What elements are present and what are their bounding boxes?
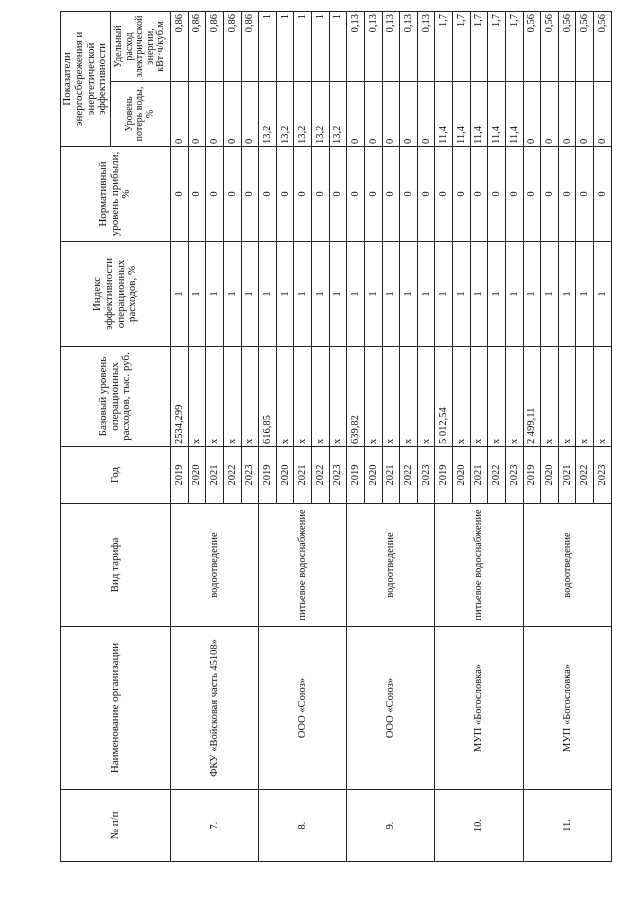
- energy-cell: 0,86: [206, 11, 224, 81]
- base-cell: 5 012,54: [435, 347, 453, 447]
- header-index: Индекс эффективности операционных расходов, %: [61, 242, 171, 347]
- profit-cell: 0: [470, 147, 488, 242]
- energy-cell: 0,56: [594, 11, 612, 81]
- loss-cell: 0: [523, 82, 541, 147]
- index-cell: 1: [347, 242, 365, 347]
- energy-cell: 1: [312, 11, 330, 81]
- year-cell: 2021: [206, 447, 224, 504]
- loss-cell: 0: [188, 82, 206, 147]
- index-cell: 1: [453, 242, 471, 347]
- index-cell: 1: [259, 242, 277, 347]
- year-cell: 2022: [400, 447, 418, 504]
- year-cell: 2019: [259, 447, 277, 504]
- base-cell: х: [576, 347, 594, 447]
- year-cell: 2019: [171, 447, 189, 504]
- index-cell: 1: [188, 242, 206, 347]
- base-cell: 2534,299: [171, 347, 189, 447]
- org-cell: МУП «Богословка»: [435, 627, 523, 790]
- base-cell: х: [417, 347, 435, 447]
- index-cell: 1: [470, 242, 488, 347]
- loss-cell: 13,2: [312, 82, 330, 147]
- year-cell: 2020: [541, 447, 559, 504]
- loss-cell: 0: [241, 82, 259, 147]
- header-base: Базовый уровень операционных расходов, тыс. руб.: [61, 347, 171, 447]
- profit-cell: 0: [171, 147, 189, 242]
- base-cell: 616,85: [259, 347, 277, 447]
- base-cell: х: [206, 347, 224, 447]
- energy-cell: 0,13: [364, 11, 382, 81]
- table-row: [523, 11, 541, 861]
- base-cell: х: [558, 347, 576, 447]
- profit-cell: 0: [329, 147, 347, 242]
- year-cell: 2023: [505, 447, 523, 504]
- energy-cell: 1: [294, 11, 312, 81]
- profit-cell: 0: [541, 147, 559, 242]
- org-cell: МУП «Богословка»: [523, 627, 612, 790]
- org-cell: ФКУ «Войсковая часть 45108»: [171, 627, 259, 790]
- index-cell: 1: [488, 242, 506, 347]
- base-cell: 2 499,11: [523, 347, 541, 447]
- base-cell: х: [594, 347, 612, 447]
- loss-cell: 11,4: [488, 82, 506, 147]
- loss-cell: 0: [347, 82, 365, 147]
- header-org: Наименование организации: [61, 627, 171, 790]
- base-cell: х: [276, 347, 294, 447]
- energy-cell: 0,86: [188, 11, 206, 81]
- rotated-page: [60, 12, 612, 862]
- loss-cell: 0: [558, 82, 576, 147]
- base-cell: х: [400, 347, 418, 447]
- energy-cell: 0,56: [576, 11, 594, 81]
- profit-cell: 0: [488, 147, 506, 242]
- loss-cell: 13,2: [294, 82, 312, 147]
- loss-cell: 0: [576, 82, 594, 147]
- index-cell: 1: [241, 242, 259, 347]
- index-cell: 1: [171, 242, 189, 347]
- year-cell: 2020: [364, 447, 382, 504]
- header-loss: Уровень потерь воды, %: [111, 82, 171, 147]
- profit-cell: 0: [435, 147, 453, 242]
- loss-cell: 0: [206, 82, 224, 147]
- base-cell: х: [329, 347, 347, 447]
- loss-cell: 0: [171, 82, 189, 147]
- energy-cell: 0,13: [347, 11, 365, 81]
- profit-cell: 0: [594, 147, 612, 242]
- base-cell: х: [541, 347, 559, 447]
- profit-cell: 0: [364, 147, 382, 242]
- org-cell: ООО «Союз»: [347, 627, 435, 790]
- header-profit: Нормативный уровень прибыли, %: [61, 147, 171, 242]
- base-cell: х: [312, 347, 330, 447]
- profit-cell: 0: [505, 147, 523, 242]
- header-energy: Удельный расход электрической энергии, кВт·ч/куб.м: [111, 11, 171, 81]
- base-cell: х: [505, 347, 523, 447]
- index-cell: 1: [505, 242, 523, 347]
- header-tariff: Вид тарифа: [61, 504, 171, 627]
- loss-cell: 0: [382, 82, 400, 147]
- profit-cell: 0: [400, 147, 418, 242]
- index-cell: 1: [329, 242, 347, 347]
- profit-cell: 0: [347, 147, 365, 242]
- profit-cell: 0: [576, 147, 594, 242]
- table-body: [171, 11, 612, 861]
- year-cell: 2023: [417, 447, 435, 504]
- index-cell: 1: [558, 242, 576, 347]
- base-cell: х: [294, 347, 312, 447]
- num-cell: 8.: [259, 790, 347, 862]
- num-cell: 10.: [435, 790, 523, 862]
- energy-cell: 1,7: [435, 11, 453, 81]
- profit-cell: 0: [188, 147, 206, 242]
- year-cell: 2019: [435, 447, 453, 504]
- base-cell: х: [364, 347, 382, 447]
- energy-cell: 0,86: [241, 11, 259, 81]
- energy-cell: 1,7: [505, 11, 523, 81]
- loss-cell: 13,2: [259, 82, 277, 147]
- index-cell: 1: [382, 242, 400, 347]
- loss-cell: 0: [541, 82, 559, 147]
- energy-cell: 1,7: [453, 11, 471, 81]
- base-cell: 639,82: [347, 347, 365, 447]
- energy-cell: 0,86: [171, 11, 189, 81]
- base-cell: х: [241, 347, 259, 447]
- org-cell: ООО «Союз»: [259, 627, 347, 790]
- num-cell: 9.: [347, 790, 435, 862]
- energy-cell: 1: [329, 11, 347, 81]
- energy-cell: 0,56: [558, 11, 576, 81]
- loss-cell: 13,2: [276, 82, 294, 147]
- energy-cell: 1: [276, 11, 294, 81]
- index-cell: 1: [417, 242, 435, 347]
- year-cell: 2023: [241, 447, 259, 504]
- year-cell: 2019: [523, 447, 541, 504]
- index-cell: 1: [435, 242, 453, 347]
- year-cell: 2022: [223, 447, 241, 504]
- profit-cell: 0: [312, 147, 330, 242]
- energy-cell: 1,7: [470, 11, 488, 81]
- year-cell: 2020: [276, 447, 294, 504]
- index-cell: 1: [523, 242, 541, 347]
- table-row: [259, 11, 277, 861]
- base-cell: х: [470, 347, 488, 447]
- index-cell: 1: [400, 242, 418, 347]
- year-cell: 2022: [488, 447, 506, 504]
- year-cell: 2019: [347, 447, 365, 504]
- loss-cell: 0: [364, 82, 382, 147]
- year-cell: 2020: [188, 447, 206, 504]
- num-cell: 11.: [523, 790, 612, 862]
- index-cell: 1: [223, 242, 241, 347]
- loss-cell: 0: [594, 82, 612, 147]
- tariff-cell: водоотведение: [523, 504, 612, 627]
- table-row: [435, 11, 453, 861]
- index-cell: 1: [541, 242, 559, 347]
- index-cell: 1: [276, 242, 294, 347]
- table-row: [171, 11, 189, 861]
- index-cell: 1: [594, 242, 612, 347]
- header-year: Год: [61, 447, 171, 504]
- profit-cell: 0: [558, 147, 576, 242]
- energy-cell: 0,13: [382, 11, 400, 81]
- tariff-table: [60, 11, 612, 862]
- profit-cell: 0: [276, 147, 294, 242]
- loss-cell: 11,4: [505, 82, 523, 147]
- year-cell: 2021: [558, 447, 576, 504]
- energy-cell: 0,86: [223, 11, 241, 81]
- energy-cell: 0,56: [523, 11, 541, 81]
- year-cell: 2021: [294, 447, 312, 504]
- profit-cell: 0: [241, 147, 259, 242]
- header-energy-group: Показатели энергосбережения и энергетической эффективности: [61, 11, 111, 146]
- year-cell: 2022: [576, 447, 594, 504]
- profit-cell: 0: [223, 147, 241, 242]
- year-cell: 2022: [312, 447, 330, 504]
- table-row: [347, 11, 365, 861]
- energy-cell: 0,13: [417, 11, 435, 81]
- base-cell: х: [188, 347, 206, 447]
- loss-cell: 0: [400, 82, 418, 147]
- index-cell: 1: [294, 242, 312, 347]
- num-cell: 7.: [171, 790, 259, 862]
- base-cell: х: [382, 347, 400, 447]
- tariff-cell: водоотведение: [171, 504, 259, 627]
- energy-cell: 0,56: [541, 11, 559, 81]
- profit-cell: 0: [453, 147, 471, 242]
- energy-cell: 1,7: [488, 11, 506, 81]
- base-cell: х: [223, 347, 241, 447]
- profit-cell: 0: [382, 147, 400, 242]
- profit-cell: 0: [259, 147, 277, 242]
- base-cell: х: [488, 347, 506, 447]
- index-cell: 1: [312, 242, 330, 347]
- index-cell: 1: [576, 242, 594, 347]
- year-cell: 2023: [329, 447, 347, 504]
- year-cell: 2021: [382, 447, 400, 504]
- tariff-cell: питьевое водоснабжение: [435, 504, 523, 627]
- loss-cell: 0: [223, 82, 241, 147]
- profit-cell: 0: [417, 147, 435, 242]
- loss-cell: 11,4: [435, 82, 453, 147]
- loss-cell: 13,2: [329, 82, 347, 147]
- year-cell: 2020: [453, 447, 471, 504]
- base-cell: х: [453, 347, 471, 447]
- tariff-cell: питьевое водоснабжение: [259, 504, 347, 627]
- loss-cell: 0: [417, 82, 435, 147]
- tariff-cell: водоотведение: [347, 504, 435, 627]
- index-cell: 1: [364, 242, 382, 347]
- profit-cell: 0: [523, 147, 541, 242]
- energy-cell: 0,13: [400, 11, 418, 81]
- header-num: № п/п: [61, 790, 171, 862]
- profit-cell: 0: [206, 147, 224, 242]
- index-cell: 1: [206, 242, 224, 347]
- year-cell: 2023: [594, 447, 612, 504]
- loss-cell: 11,4: [453, 82, 471, 147]
- profit-cell: 0: [294, 147, 312, 242]
- loss-cell: 11,4: [470, 82, 488, 147]
- year-cell: 2021: [470, 447, 488, 504]
- energy-cell: 1: [259, 11, 277, 81]
